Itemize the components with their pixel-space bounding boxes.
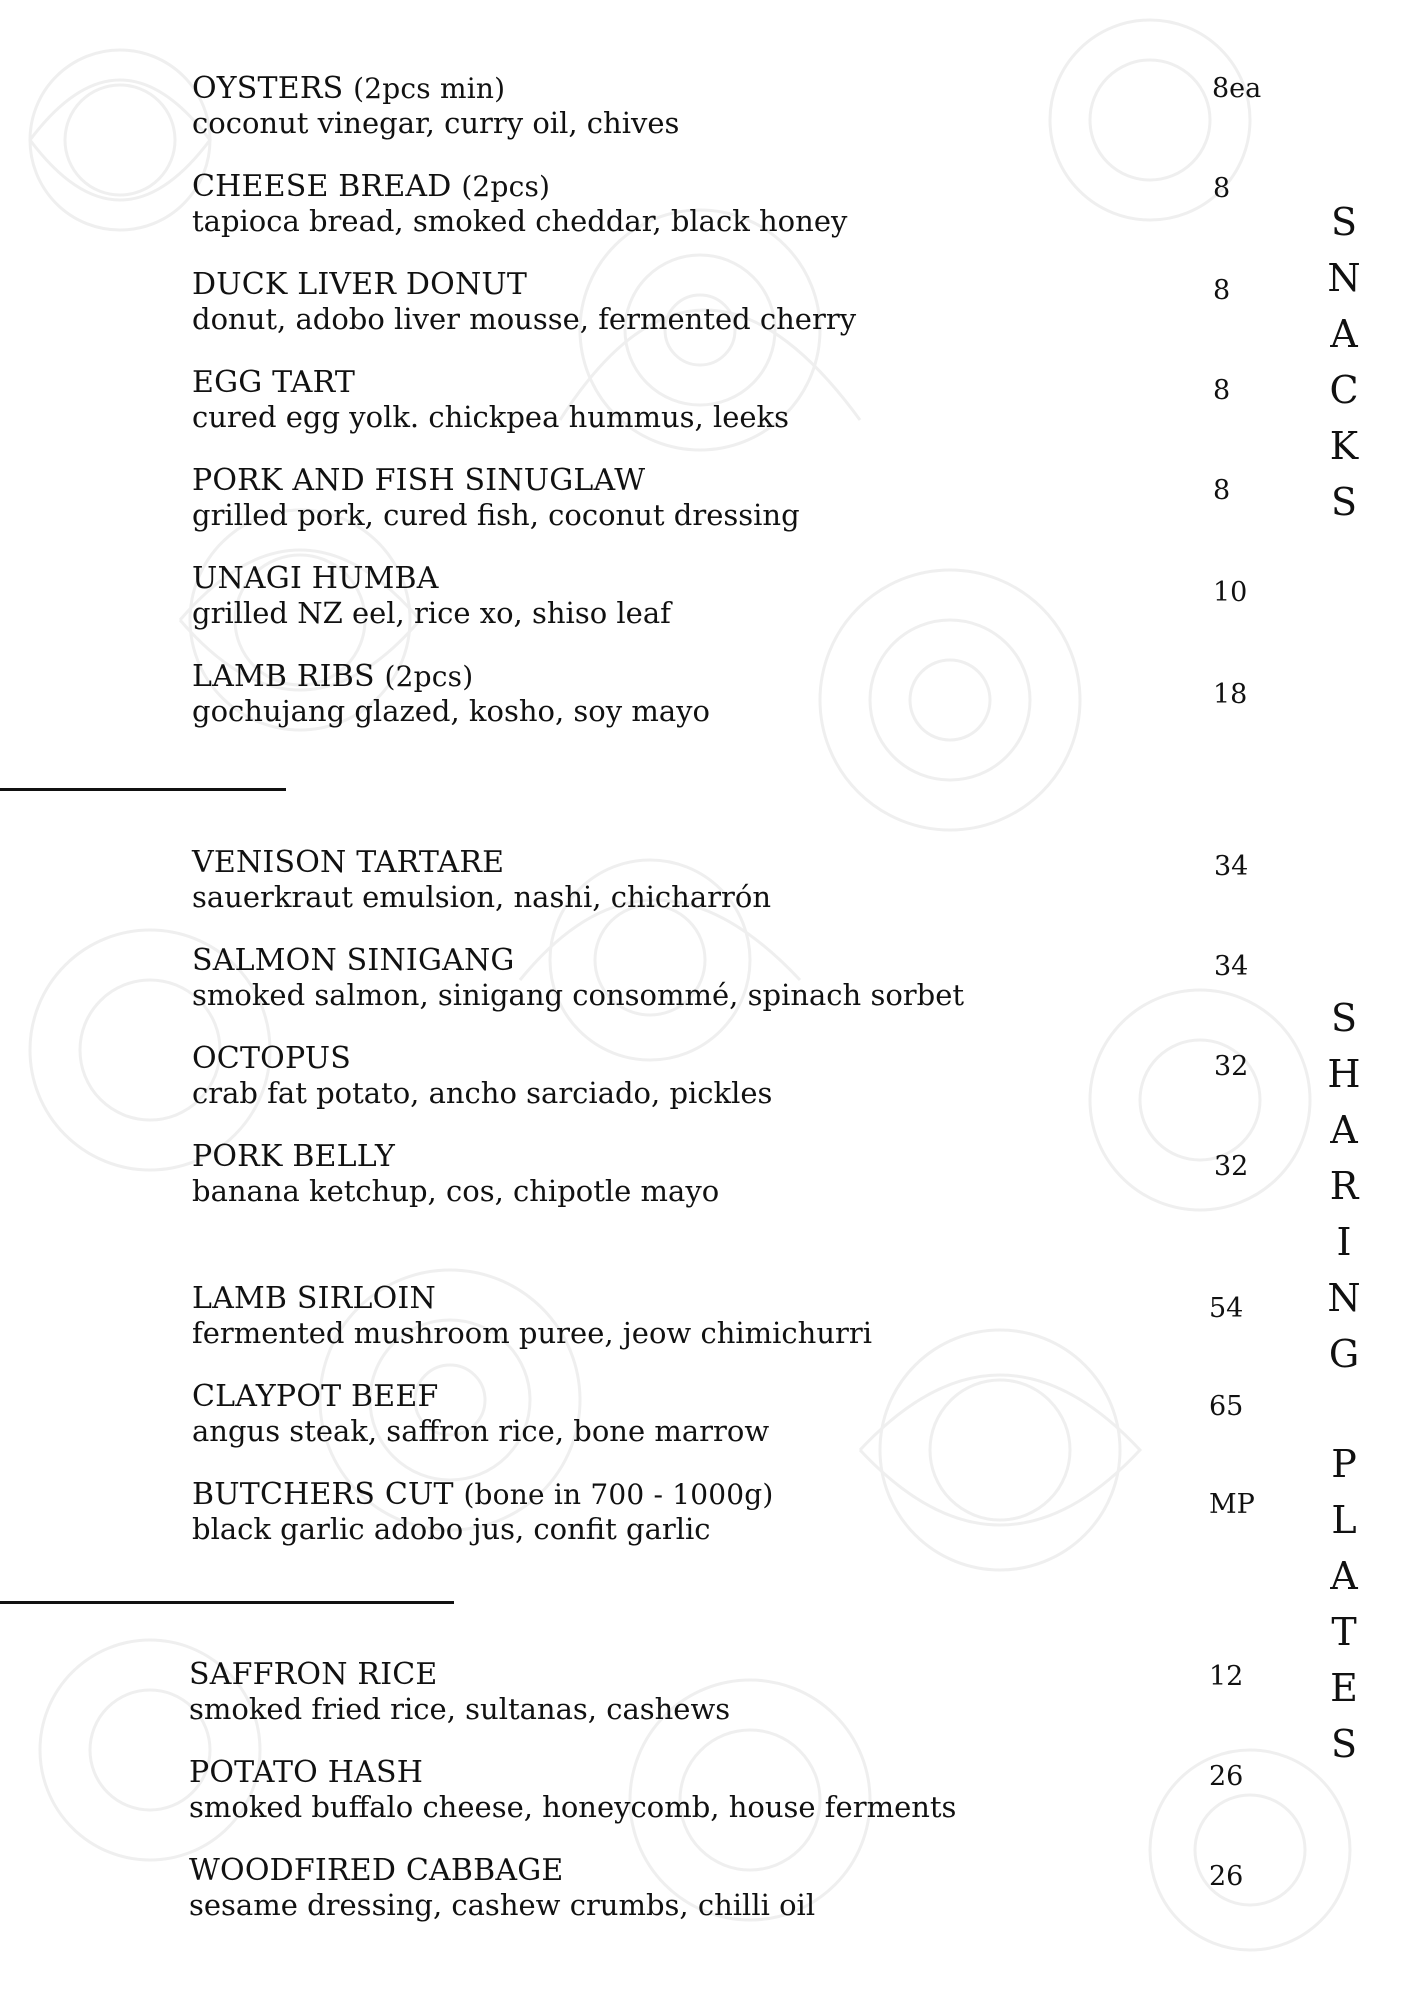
menu-item — [192, 72, 1252, 142]
item-description: smoked buffalo cheese, honeycomb, house ferments — [189, 1790, 957, 1824]
item-description: fermented mushroom puree, jeow chimichurri — [192, 1316, 873, 1350]
item-name: PORK AND FISH SINUGLAW — [192, 463, 646, 498]
item-description: tapioca bread, smoked cheddar, black honey — [192, 204, 848, 238]
label-letter: N — [1327, 1276, 1361, 1320]
item-price: 18 — [1213, 679, 1248, 710]
label-letter: N — [1327, 256, 1361, 300]
item-description: sesame dressing, cashew crumbs, chilli oil — [189, 1888, 816, 1922]
section-label-sharing-plates — [1316, 990, 1372, 1772]
item-name: UNAGI HUMBA — [192, 561, 439, 596]
item-price: 34 — [1214, 851, 1249, 882]
item-note: (2pcs) — [384, 660, 474, 693]
menu-item — [192, 464, 1252, 534]
item-price: 26 — [1209, 1861, 1244, 1892]
label-letter: G — [1328, 1332, 1360, 1376]
item-description: smoked fried rice, sultanas, cashews — [189, 1692, 731, 1726]
label-letter: T — [1331, 1610, 1357, 1654]
menu-item — [189, 1854, 1249, 1924]
item-description: black garlic adobo jus, confit garlic — [192, 1512, 711, 1546]
menu-item — [192, 366, 1252, 436]
item-price: MP — [1209, 1489, 1255, 1520]
item-name: DUCK LIVER DONUT — [192, 267, 528, 302]
item-price: 8 — [1213, 375, 1231, 406]
menu-item — [189, 1658, 1249, 1728]
item-name: LAMB SIRLOIN — [192, 1281, 436, 1316]
label-letter: S — [1330, 1722, 1358, 1766]
label-letter: K — [1329, 424, 1359, 468]
label-letter: H — [1327, 1052, 1361, 1096]
item-price: 32 — [1214, 1151, 1249, 1182]
menu-item — [192, 846, 1252, 916]
item-name: CLAYPOT BEEF — [192, 1379, 439, 1414]
item-name: POTATO HASH — [189, 1755, 424, 1790]
item-price: 8 — [1213, 475, 1231, 506]
item-price: 8 — [1213, 173, 1231, 204]
menu-item — [192, 944, 1252, 1014]
item-name: CHEESE BREAD (2pcs) — [192, 169, 551, 204]
item-description: gochujang glazed, kosho, soy mayo — [192, 694, 710, 728]
item-name: SALMON SINIGANG — [192, 943, 515, 978]
menu-item — [192, 562, 1252, 632]
item-name: OYSTERS (2pcs min) — [192, 71, 506, 106]
label-letter: E — [1330, 1666, 1358, 1710]
item-name: PORK BELLY — [192, 1139, 395, 1174]
menu-item — [192, 1042, 1252, 1112]
item-price: 8 — [1213, 275, 1231, 306]
item-description: grilled NZ eel, rice xo, shiso leaf — [192, 596, 671, 630]
item-note: (2pcs) — [461, 170, 551, 203]
item-price: 10 — [1213, 577, 1248, 608]
item-description: cured egg yolk. chickpea hummus, leeks — [192, 400, 790, 434]
item-price: 12 — [1209, 1661, 1244, 1692]
item-name: VENISON TARTARE — [192, 845, 505, 880]
menu-item — [192, 268, 1252, 338]
label-letter: P — [1331, 1442, 1357, 1486]
item-note: (2pcs min) — [353, 72, 506, 105]
item-name: BUTCHERS CUT (bone in 700 - 1000g) — [192, 1477, 774, 1512]
item-name: EGG TART — [192, 365, 356, 400]
item-price: 65 — [1209, 1391, 1244, 1422]
item-description: smoked salmon, sinigang consommé, spinach sorbet — [192, 978, 965, 1012]
item-name: WOODFIRED CABBAGE — [189, 1853, 564, 1888]
section-divider — [0, 788, 286, 791]
menu-item — [189, 1756, 1249, 1826]
item-price: 26 — [1209, 1761, 1244, 1792]
item-name: SAFFRON RICE — [189, 1657, 438, 1692]
label-spacer — [1316, 1382, 1372, 1436]
menu-item — [192, 1478, 1252, 1548]
label-letter: S — [1330, 996, 1358, 1040]
menu-item — [192, 170, 1252, 240]
item-price: 54 — [1209, 1293, 1244, 1324]
item-description: grilled pork, cured fish, coconut dressing — [192, 498, 800, 532]
item-price: 32 — [1214, 1051, 1249, 1082]
label-letter: S — [1330, 200, 1358, 244]
item-price: 8ea — [1212, 73, 1262, 104]
label-letter: A — [1330, 312, 1358, 356]
item-name: LAMB RIBS (2pcs) — [192, 659, 474, 694]
item-description: donut, adobo liver mousse, fermented cherry — [192, 302, 857, 336]
item-description: sauerkraut emulsion, nashi, chicharrón — [192, 880, 771, 914]
label-letter: C — [1329, 368, 1359, 412]
label-letter: R — [1329, 1164, 1359, 1208]
item-description: banana ketchup, cos, chipotle mayo — [192, 1174, 720, 1208]
item-name: OCTOPUS — [192, 1041, 352, 1076]
menu-item — [192, 1140, 1252, 1210]
menu-item — [192, 1380, 1252, 1450]
item-description: coconut vinegar, curry oil, chives — [192, 106, 680, 140]
label-letter: A — [1330, 1108, 1358, 1152]
item-description: crab fat potato, ancho sarciado, pickles — [192, 1076, 773, 1110]
label-letter: A — [1330, 1554, 1358, 1598]
item-note: (bone in 700 - 1000g) — [463, 1478, 774, 1511]
menu-item — [192, 1282, 1252, 1352]
label-letter: I — [1336, 1220, 1352, 1264]
section-divider — [0, 1601, 454, 1604]
label-letter: L — [1331, 1498, 1357, 1542]
item-description: angus steak, saffron rice, bone marrow — [192, 1414, 770, 1448]
item-price: 34 — [1214, 951, 1249, 982]
menu-item — [192, 660, 1252, 730]
section-label-snacks — [1316, 194, 1372, 530]
label-letter: S — [1330, 480, 1358, 524]
